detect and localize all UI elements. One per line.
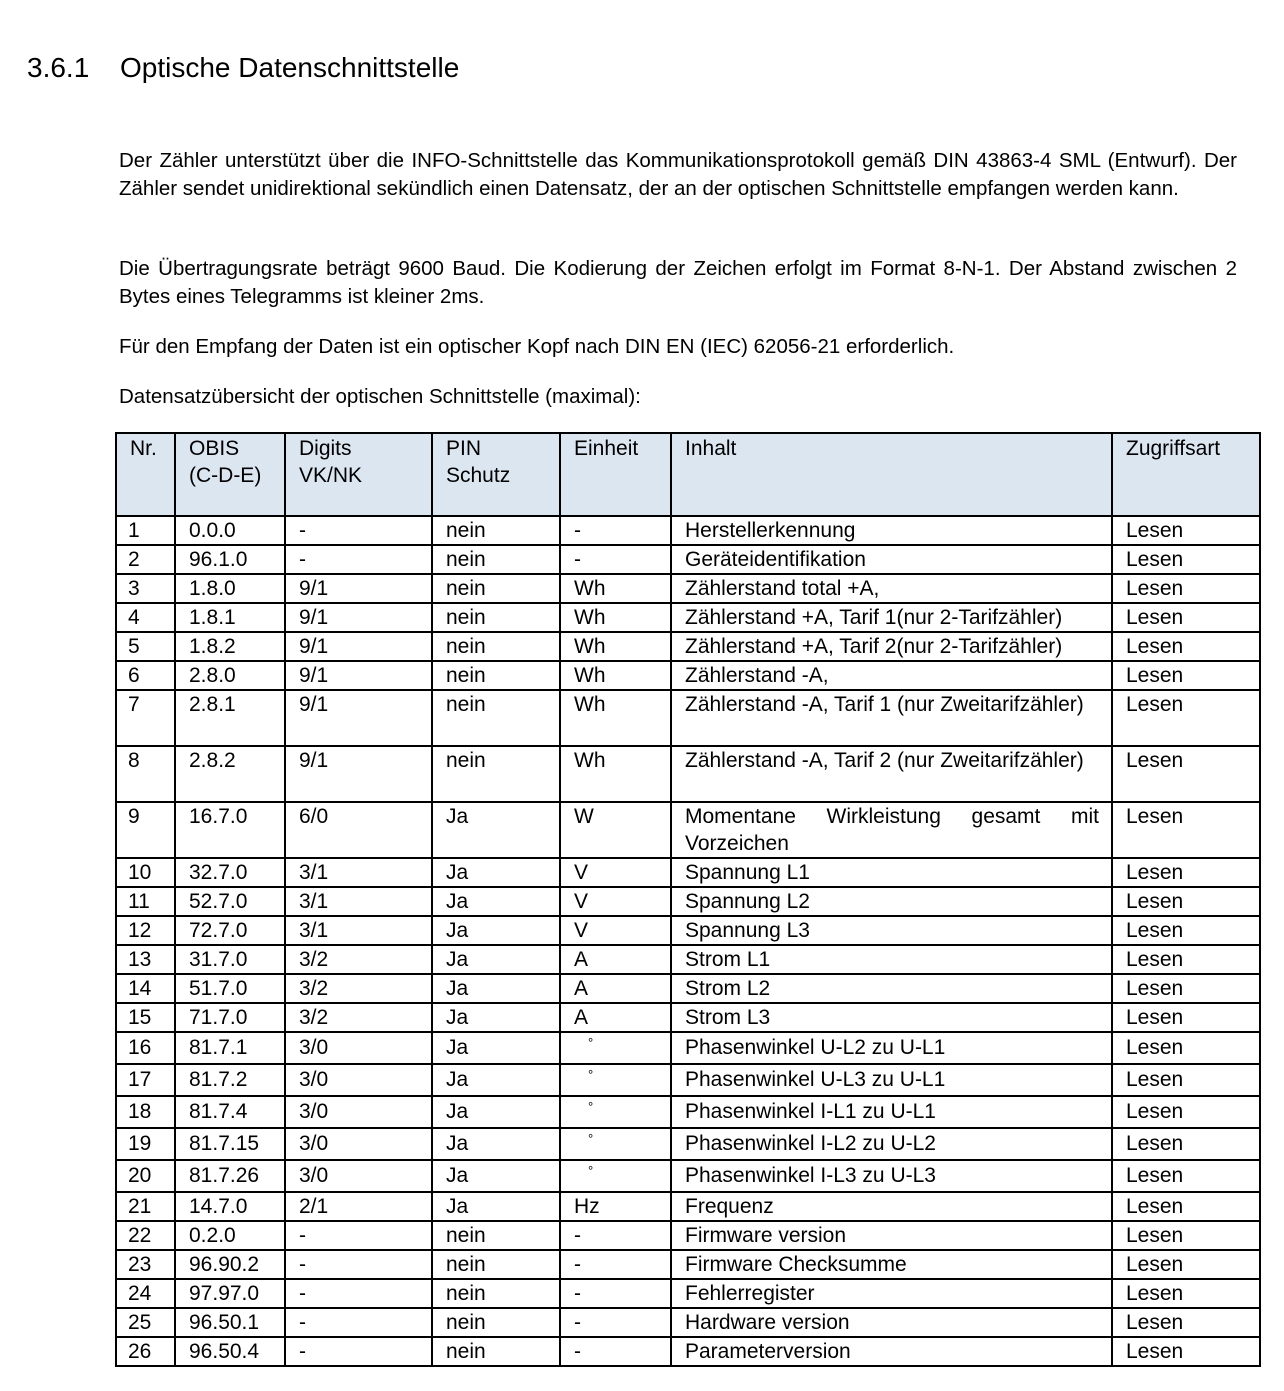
table-row: [116, 887, 1260, 916]
cell-zugriffsart: Lesen: [1112, 974, 1260, 1003]
cell-zugriffsart: Lesen: [1112, 858, 1260, 887]
cell-inhalt: Spannung L1: [671, 858, 1112, 887]
cell-nr: 7: [116, 690, 175, 746]
cell-pin: nein: [432, 1250, 560, 1279]
cell-digits: 3/2: [285, 974, 432, 1003]
cell-zugriffsart: Lesen: [1112, 690, 1260, 746]
cell-nr: 22: [116, 1221, 175, 1250]
cell-digits: 9/1: [285, 603, 432, 632]
cell-pin: Ja: [432, 887, 560, 916]
section-number: 3.6.1: [27, 52, 90, 83]
column-header-label: Schutz: [446, 464, 511, 487]
cell-einheit: -: [560, 516, 671, 545]
table-body: [116, 516, 1260, 1366]
table-row: [116, 516, 1260, 545]
cell-pin: Ja: [432, 802, 560, 858]
cell-einheit: Wh: [560, 603, 671, 632]
cell-inhalt: Zählerstand total +A,: [671, 574, 1112, 603]
cell-einheit: V: [560, 916, 671, 945]
cell-pin: Ja: [432, 1096, 560, 1128]
cell-inhalt: Fehlerregister: [671, 1279, 1112, 1308]
paragraph-protocol: Der Zähler unterstützt über die INFO-Schnittstelle das Kommunikationsprotokoll gemäß DIN 43863-4 SML (Entwurf). Der Zähler sendet unidirektional sekündlich einen Datensatz, der an der optischen Schnittstelle empfangen werden kann.: [119, 149, 1237, 200]
cell-obis: 52.7.0: [175, 887, 285, 916]
cell-nr: 12: [116, 916, 175, 945]
cell-zugriffsart: Lesen: [1112, 1096, 1260, 1128]
cell-nr: 14: [116, 974, 175, 1003]
paragraph-table-caption: Datensatzübersicht der optischen Schnittstelle (maximal):: [119, 385, 641, 408]
cell-digits: -: [285, 1337, 432, 1366]
column-header-pin: [432, 433, 560, 516]
cell-zugriffsart: Lesen: [1112, 1279, 1260, 1308]
cell-einheit: [560, 1160, 671, 1192]
column-header-einheit: [560, 433, 671, 516]
cell-pin: nein: [432, 603, 560, 632]
cell-obis: 1.8.1: [175, 603, 285, 632]
cell-nr: 11: [116, 887, 175, 916]
cell-pin: nein: [432, 1337, 560, 1366]
cell-obis: 81.7.26: [175, 1160, 285, 1192]
cell-pin: Ja: [432, 916, 560, 945]
cell-obis: 31.7.0: [175, 945, 285, 974]
cell-pin: Ja: [432, 945, 560, 974]
cell-digits: 6/0: [285, 802, 432, 858]
section-heading: [27, 50, 459, 86]
cell-inhalt: Phasenwinkel I-L3 zu U-L3: [671, 1160, 1112, 1192]
cell-nr: 13: [116, 945, 175, 974]
cell-einheit: -: [560, 1279, 671, 1308]
cell-obis: 96.50.4: [175, 1337, 285, 1366]
cell-digits: -: [285, 1250, 432, 1279]
cell-obis: 81.7.15: [175, 1128, 285, 1160]
cell-digits: 3/0: [285, 1032, 432, 1064]
cell-obis: 14.7.0: [175, 1192, 285, 1221]
table-row: [116, 974, 1260, 1003]
cell-inhalt: Firmware version: [671, 1221, 1112, 1250]
cell-obis: 71.7.0: [175, 1003, 285, 1032]
cell-inhalt: Spannung L2: [671, 887, 1112, 916]
cell-einheit: Wh: [560, 690, 671, 746]
table-row: [116, 1279, 1260, 1308]
cell-inhalt: Strom L1: [671, 945, 1112, 974]
data-record-table: [115, 432, 1261, 1367]
cell-digits: 3/2: [285, 1003, 432, 1032]
cell-obis: 72.7.0: [175, 916, 285, 945]
cell-nr: 24: [116, 1279, 175, 1308]
degree-unit: °: [588, 1067, 594, 1082]
cell-inhalt: Phasenwinkel U-L3 zu U-L1: [671, 1064, 1112, 1096]
cell-nr: 17: [116, 1064, 175, 1096]
cell-obis: 2.8.1: [175, 690, 285, 746]
cell-obis: 81.7.1: [175, 1032, 285, 1064]
cell-einheit: A: [560, 945, 671, 974]
cell-digits: 2/1: [285, 1192, 432, 1221]
cell-inhalt: Zählerstand +A, Tarif 2(nur 2-Tarifzähler): [671, 632, 1112, 661]
cell-einheit: -: [560, 1337, 671, 1366]
cell-digits: 3/0: [285, 1064, 432, 1096]
column-header-nr: [116, 433, 175, 516]
cell-pin: nein: [432, 746, 560, 802]
cell-digits: -: [285, 545, 432, 574]
cell-zugriffsart: Lesen: [1112, 1064, 1260, 1096]
cell-zugriffsart: Lesen: [1112, 802, 1260, 858]
column-header-label: Nr.: [130, 437, 157, 460]
cell-pin: nein: [432, 1308, 560, 1337]
column-header-zugriffsart: [1112, 433, 1260, 516]
cell-digits: 9/1: [285, 574, 432, 603]
cell-digits: 3/2: [285, 945, 432, 974]
cell-zugriffsart: Lesen: [1112, 746, 1260, 802]
cell-digits: 9/1: [285, 690, 432, 746]
cell-nr: 2: [116, 545, 175, 574]
cell-einheit: A: [560, 974, 671, 1003]
cell-einheit: [560, 1064, 671, 1096]
cell-inhalt: Hardware version: [671, 1308, 1112, 1337]
table-row: [116, 603, 1260, 632]
cell-inhalt: Phasenwinkel I-L1 zu U-L1: [671, 1096, 1112, 1128]
cell-zugriffsart: Lesen: [1112, 545, 1260, 574]
cell-pin: nein: [432, 574, 560, 603]
cell-einheit: Hz: [560, 1192, 671, 1221]
cell-obis: 0.2.0: [175, 1221, 285, 1250]
cell-nr: 8: [116, 746, 175, 802]
table-row: [116, 1192, 1260, 1221]
cell-obis: 81.7.2: [175, 1064, 285, 1096]
cell-digits: 9/1: [285, 661, 432, 690]
table-row: [116, 545, 1260, 574]
cell-digits: -: [285, 516, 432, 545]
cell-inhalt: Zählerstand +A, Tarif 1(nur 2-Tarifzähler): [671, 603, 1112, 632]
cell-nr: 19: [116, 1128, 175, 1160]
table-row: [116, 945, 1260, 974]
cell-einheit: Wh: [560, 661, 671, 690]
cell-pin: Ja: [432, 1192, 560, 1221]
cell-inhalt: Geräteidentifikation: [671, 545, 1112, 574]
cell-einheit: [560, 1128, 671, 1160]
cell-zugriffsart: Lesen: [1112, 945, 1260, 974]
column-header-label: Zugriffsart: [1126, 437, 1221, 460]
cell-inhalt: Parameterversion: [671, 1337, 1112, 1366]
column-header-inhalt: [671, 433, 1112, 516]
cell-pin: nein: [432, 661, 560, 690]
cell-zugriffsart: Lesen: [1112, 1308, 1260, 1337]
cell-obis: 96.90.2: [175, 1250, 285, 1279]
cell-digits: 3/0: [285, 1096, 432, 1128]
cell-pin: Ja: [432, 1032, 560, 1064]
table-row: [116, 1096, 1260, 1128]
cell-zugriffsart: Lesen: [1112, 1128, 1260, 1160]
cell-digits: 9/1: [285, 632, 432, 661]
cell-obis: 81.7.4: [175, 1096, 285, 1128]
cell-zugriffsart: Lesen: [1112, 1221, 1260, 1250]
cell-zugriffsart: Lesen: [1112, 516, 1260, 545]
column-header-label: VK/NK: [299, 464, 363, 487]
cell-pin: nein: [432, 1279, 560, 1308]
cell-inhalt: Strom L2: [671, 974, 1112, 1003]
cell-digits: 9/1: [285, 746, 432, 802]
table-row: [116, 1128, 1260, 1160]
column-header-label: (C-D-E): [189, 464, 262, 487]
cell-digits: 3/1: [285, 916, 432, 945]
cell-pin: nein: [432, 516, 560, 545]
cell-einheit: -: [560, 1308, 671, 1337]
cell-nr: 26: [116, 1337, 175, 1366]
cell-einheit: V: [560, 887, 671, 916]
cell-zugriffsart: Lesen: [1112, 1160, 1260, 1192]
cell-inhalt: Herstellerkennung: [671, 516, 1112, 545]
cell-digits: -: [285, 1221, 432, 1250]
section-title: Optische Datenschnittstelle: [120, 52, 460, 83]
cell-obis: 96.50.1: [175, 1308, 285, 1337]
cell-obis: 51.7.0: [175, 974, 285, 1003]
cell-digits: -: [285, 1279, 432, 1308]
table-row: [116, 1160, 1260, 1192]
cell-inhalt: Zählerstand -A,: [671, 661, 1112, 690]
cell-nr: 25: [116, 1308, 175, 1337]
cell-pin: Ja: [432, 974, 560, 1003]
table-row: [116, 632, 1260, 661]
table-row: [116, 1064, 1260, 1096]
table-header-row: [116, 433, 1260, 516]
table-row: [116, 1337, 1260, 1366]
column-header-label: Inhalt: [685, 437, 737, 460]
cell-pin: nein: [432, 1221, 560, 1250]
table-row: [116, 746, 1260, 802]
cell-inhalt: Momentane Wirkleistung gesamt mit Vorzeichen: [671, 802, 1112, 858]
cell-nr: 16: [116, 1032, 175, 1064]
cell-nr: 5: [116, 632, 175, 661]
cell-nr: 9: [116, 802, 175, 858]
degree-unit: °: [588, 1163, 594, 1178]
cell-zugriffsart: Lesen: [1112, 887, 1260, 916]
cell-inhalt: Phasenwinkel U-L2 zu U-L1: [671, 1032, 1112, 1064]
cell-zugriffsart: Lesen: [1112, 632, 1260, 661]
table-row: [116, 858, 1260, 887]
column-header-obis: [175, 433, 285, 516]
cell-obis: 16.7.0: [175, 802, 285, 858]
cell-zugriffsart: Lesen: [1112, 916, 1260, 945]
cell-obis: 96.1.0: [175, 545, 285, 574]
cell-einheit: A: [560, 1003, 671, 1032]
cell-obis: 1.8.2: [175, 632, 285, 661]
table-row: [116, 1308, 1260, 1337]
cell-einheit: W: [560, 802, 671, 858]
cell-obis: 97.97.0: [175, 1279, 285, 1308]
cell-pin: nein: [432, 545, 560, 574]
cell-nr: 4: [116, 603, 175, 632]
cell-obis: 32.7.0: [175, 858, 285, 887]
cell-nr: 21: [116, 1192, 175, 1221]
cell-pin: Ja: [432, 1064, 560, 1096]
table-row: [116, 661, 1260, 690]
cell-pin: nein: [432, 632, 560, 661]
cell-inhalt: Phasenwinkel I-L2 zu U-L2: [671, 1128, 1112, 1160]
cell-nr: 3: [116, 574, 175, 603]
cell-zugriffsart: Lesen: [1112, 1032, 1260, 1064]
table-row: [116, 1221, 1260, 1250]
cell-inhalt: Firmware Checksumme: [671, 1250, 1112, 1279]
cell-inhalt: Frequenz: [671, 1192, 1112, 1221]
cell-zugriffsart: Lesen: [1112, 1192, 1260, 1221]
column-header-label: OBIS: [189, 437, 240, 460]
cell-einheit: [560, 1096, 671, 1128]
cell-einheit: -: [560, 545, 671, 574]
cell-nr: 10: [116, 858, 175, 887]
cell-zugriffsart: Lesen: [1112, 1337, 1260, 1366]
cell-digits: -: [285, 1308, 432, 1337]
cell-einheit: V: [560, 858, 671, 887]
cell-pin: Ja: [432, 1160, 560, 1192]
cell-nr: 15: [116, 1003, 175, 1032]
cell-zugriffsart: Lesen: [1112, 574, 1260, 603]
cell-zugriffsart: Lesen: [1112, 603, 1260, 632]
column-header-label: Digits: [299, 437, 352, 460]
degree-unit: °: [588, 1035, 594, 1050]
cell-zugriffsart: Lesen: [1112, 1250, 1260, 1279]
table-row: [116, 802, 1260, 858]
cell-nr: 23: [116, 1250, 175, 1279]
cell-inhalt: Spannung L3: [671, 916, 1112, 945]
cell-digits: 3/1: [285, 858, 432, 887]
cell-nr: 18: [116, 1096, 175, 1128]
column-header-label: Einheit: [574, 437, 639, 460]
cell-pin: Ja: [432, 1128, 560, 1160]
cell-obis: 2.8.0: [175, 661, 285, 690]
table-row: [116, 574, 1260, 603]
cell-einheit: Wh: [560, 632, 671, 661]
table-row: [116, 1003, 1260, 1032]
cell-nr: 6: [116, 661, 175, 690]
cell-obis: 1.8.0: [175, 574, 285, 603]
cell-zugriffsart: Lesen: [1112, 1003, 1260, 1032]
cell-einheit: Wh: [560, 746, 671, 802]
cell-inhalt: Strom L3: [671, 1003, 1112, 1032]
cell-pin: Ja: [432, 858, 560, 887]
cell-zugriffsart: Lesen: [1112, 661, 1260, 690]
paragraph-optical-head: Für den Empfang der Daten ist ein optischer Kopf nach DIN EN (IEC) 62056-21 erforderlich.: [119, 335, 955, 358]
degree-unit: °: [588, 1131, 594, 1146]
degree-unit: °: [588, 1099, 594, 1114]
table-row: [116, 916, 1260, 945]
cell-pin: nein: [432, 690, 560, 746]
cell-einheit: -: [560, 1250, 671, 1279]
cell-einheit: Wh: [560, 574, 671, 603]
cell-obis: 2.8.2: [175, 746, 285, 802]
column-header-digits: [285, 433, 432, 516]
paragraph-baudrate: Die Übertragungsrate beträgt 9600 Baud. Die Kodierung der Zeichen erfolgt im Format 8-N-1. Der Abstand zwischen 2 Bytes eines Telegramms ist kleiner 2ms.: [119, 257, 1237, 308]
cell-nr: 20: [116, 1160, 175, 1192]
cell-inhalt: Zählerstand -A, Tarif 1 (nur Zweitarifzähler): [671, 690, 1112, 746]
cell-digits: 3/0: [285, 1160, 432, 1192]
cell-obis: 0.0.0: [175, 516, 285, 545]
table-row: [116, 1032, 1260, 1064]
table-row: [116, 1250, 1260, 1279]
cell-pin: Ja: [432, 1003, 560, 1032]
cell-einheit: -: [560, 1221, 671, 1250]
cell-inhalt: Zählerstand -A, Tarif 2 (nur Zweitarifzähler): [671, 746, 1112, 802]
cell-einheit: [560, 1032, 671, 1064]
cell-nr: 1: [116, 516, 175, 545]
table-row: [116, 690, 1260, 746]
cell-digits: 3/1: [285, 887, 432, 916]
column-header-label: PIN: [446, 437, 482, 460]
cell-digits: 3/0: [285, 1128, 432, 1160]
